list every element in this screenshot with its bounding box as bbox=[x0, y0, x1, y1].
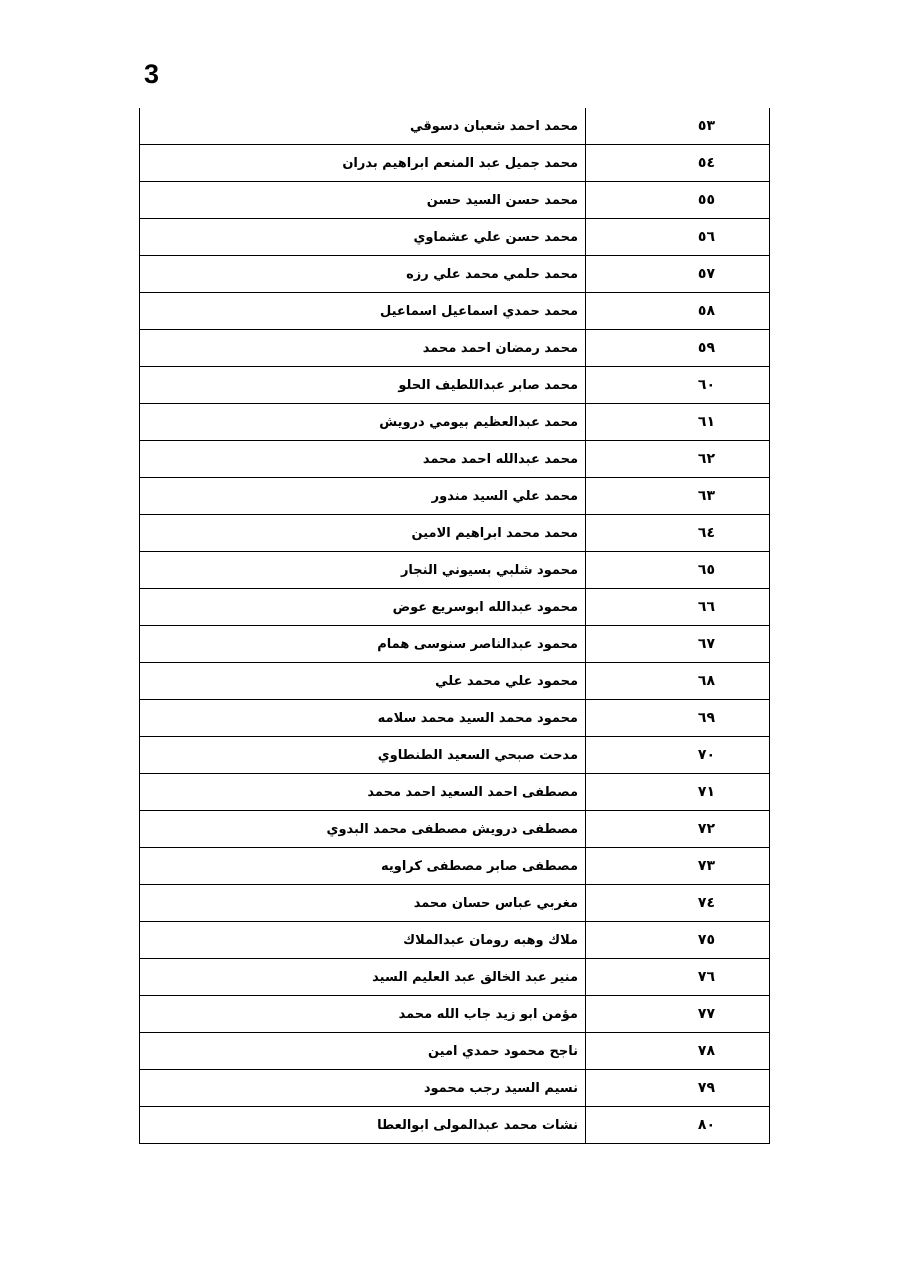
row-name: نسيم السيد رجب محمود bbox=[140, 1070, 586, 1107]
row-name: ناجح محمود حمدي امين bbox=[140, 1033, 586, 1070]
row-name: محمد حمدي اسماعيل اسماعيل bbox=[140, 293, 586, 330]
row-name: مدحت صبحي السعيد الطنطاوي bbox=[140, 737, 586, 774]
table-row bbox=[140, 959, 770, 996]
table-row bbox=[140, 996, 770, 1033]
row-number: ٧٧ bbox=[586, 996, 770, 1033]
row-number: ٧٨ bbox=[586, 1033, 770, 1070]
row-number: ٧١ bbox=[586, 774, 770, 811]
row-name: مصطفى صابر مصطفى كراويه bbox=[140, 848, 586, 885]
row-number: ٥٨ bbox=[586, 293, 770, 330]
table-row bbox=[140, 1070, 770, 1107]
row-number: ٦٠ bbox=[586, 367, 770, 404]
table-row bbox=[140, 256, 770, 293]
row-number: ٦٣ bbox=[586, 478, 770, 515]
table-row bbox=[140, 811, 770, 848]
row-name: منير عبد الخالق عبد العليم السيد bbox=[140, 959, 586, 996]
table-row bbox=[140, 145, 770, 182]
row-number: ٧٥ bbox=[586, 922, 770, 959]
row-number: ٦٧ bbox=[586, 626, 770, 663]
page-number: 3 bbox=[144, 59, 160, 89]
table-row bbox=[140, 700, 770, 737]
names-table bbox=[139, 108, 770, 1144]
row-number: ٥٧ bbox=[586, 256, 770, 293]
names-table-body bbox=[140, 108, 770, 1144]
row-name: محمود محمد السيد محمد سلامه bbox=[140, 700, 586, 737]
row-name: محمود عبدالله ابوسريع عوض bbox=[140, 589, 586, 626]
table-row bbox=[140, 515, 770, 552]
row-name: مغربي عباس حسان محمد bbox=[140, 885, 586, 922]
table-row bbox=[140, 441, 770, 478]
row-number: ٧٠ bbox=[586, 737, 770, 774]
table-row bbox=[140, 404, 770, 441]
row-number: ٦٢ bbox=[586, 441, 770, 478]
row-number: ٥٤ bbox=[586, 145, 770, 182]
row-number: ٥٣ bbox=[586, 108, 770, 145]
row-number: ٦٨ bbox=[586, 663, 770, 700]
row-number: ٧٩ bbox=[586, 1070, 770, 1107]
row-name: محمد احمد شعبان دسوقي bbox=[140, 108, 586, 145]
row-number: ٦٩ bbox=[586, 700, 770, 737]
table-row bbox=[140, 330, 770, 367]
table-row bbox=[140, 922, 770, 959]
table-row bbox=[140, 293, 770, 330]
table-row bbox=[140, 737, 770, 774]
row-name: محمود عبدالناصر سنوسى همام bbox=[140, 626, 586, 663]
row-number: ٦٤ bbox=[586, 515, 770, 552]
row-number: ٥٦ bbox=[586, 219, 770, 256]
row-number: ٦٥ bbox=[586, 552, 770, 589]
table-row bbox=[140, 1107, 770, 1144]
table-row bbox=[140, 182, 770, 219]
row-name: محمود شلبي بسيوني النجار bbox=[140, 552, 586, 589]
row-name: نشات محمد عبدالمولى ابوالعطا bbox=[140, 1107, 586, 1144]
row-number: ٦١ bbox=[586, 404, 770, 441]
row-number: ٥٥ bbox=[586, 182, 770, 219]
row-name: محمد عبدالله احمد محمد bbox=[140, 441, 586, 478]
row-number: ٨٠ bbox=[586, 1107, 770, 1144]
table-row bbox=[140, 552, 770, 589]
row-name: ملاك وهبه رومان عبدالملاك bbox=[140, 922, 586, 959]
table-row bbox=[140, 848, 770, 885]
row-name: محمد علي السيد مندور bbox=[140, 478, 586, 515]
row-number: ٦٦ bbox=[586, 589, 770, 626]
row-name: محمد جميل عبد المنعم ابراهيم بدران bbox=[140, 145, 586, 182]
table-row bbox=[140, 1033, 770, 1070]
table-row bbox=[140, 219, 770, 256]
row-number: ٧٦ bbox=[586, 959, 770, 996]
row-name: محمد صابر عبداللطيف الحلو bbox=[140, 367, 586, 404]
table-row bbox=[140, 885, 770, 922]
row-name: محمد رمضان احمد محمد bbox=[140, 330, 586, 367]
table-row bbox=[140, 663, 770, 700]
row-name: مصطفى درويش مصطفى محمد البدوي bbox=[140, 811, 586, 848]
table-row bbox=[140, 589, 770, 626]
row-name: محمد حسن السيد حسن bbox=[140, 182, 586, 219]
table-row bbox=[140, 367, 770, 404]
row-name: مصطفى احمد السعيد احمد محمد bbox=[140, 774, 586, 811]
table-row bbox=[140, 478, 770, 515]
row-name: مؤمن ابو زيد جاب الله محمد bbox=[140, 996, 586, 1033]
row-name: محمد حلمي محمد علي رزه bbox=[140, 256, 586, 293]
table-row bbox=[140, 626, 770, 663]
row-number: ٧٤ bbox=[586, 885, 770, 922]
row-number: ٧٢ bbox=[586, 811, 770, 848]
row-name: محمود علي محمد علي bbox=[140, 663, 586, 700]
row-name: محمد حسن علي عشماوي bbox=[140, 219, 586, 256]
row-name: محمد عبدالعظيم بيومي درويش bbox=[140, 404, 586, 441]
row-number: ٧٣ bbox=[586, 848, 770, 885]
row-name: محمد محمد ابراهيم الامين bbox=[140, 515, 586, 552]
table-row bbox=[140, 108, 770, 145]
row-number: ٥٩ bbox=[586, 330, 770, 367]
table-row bbox=[140, 774, 770, 811]
